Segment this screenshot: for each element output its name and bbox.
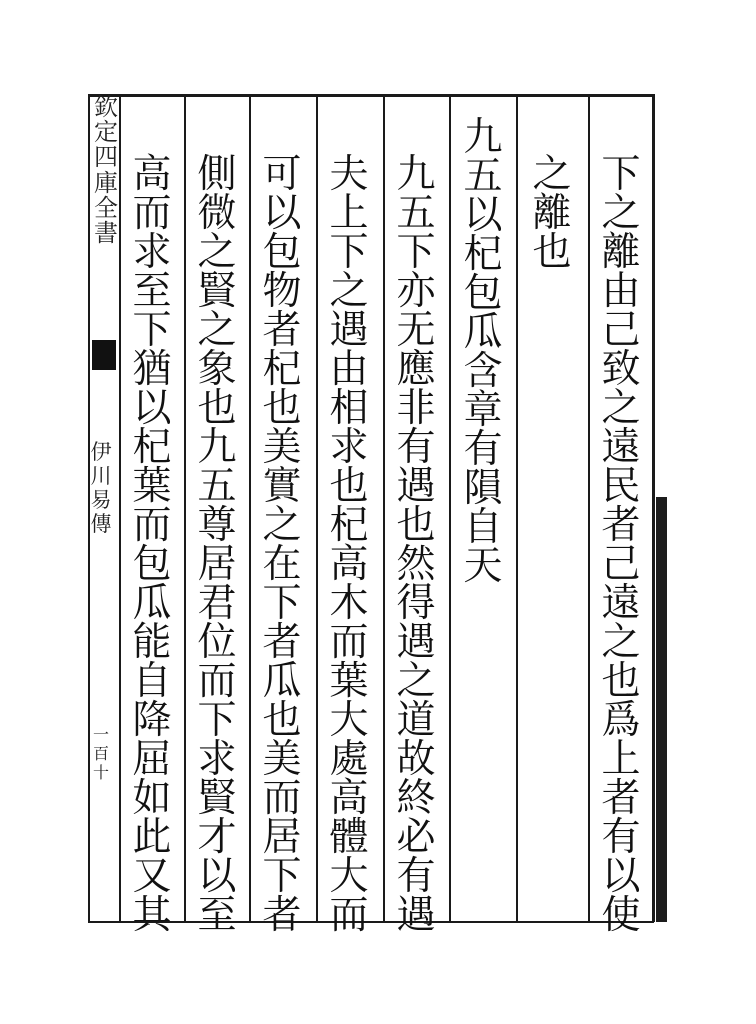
glyph: 有 [463, 427, 503, 472]
glyph: 如 [132, 776, 172, 821]
glyph: 木 [329, 581, 369, 626]
glyph: 此 [132, 815, 172, 860]
frame-right-rule [652, 94, 655, 922]
scan-shading [656, 497, 667, 922]
glyph: 高 [132, 152, 172, 197]
glyph: 九 [197, 425, 237, 470]
glyph: 伊 [90, 440, 112, 464]
glyph: 尊 [197, 503, 237, 548]
glyph: 者 [601, 776, 641, 821]
glyph: 位 [197, 620, 237, 665]
text-column-4 [390, 152, 442, 938]
glyph: 而 [329, 893, 369, 938]
glyph: 可 [262, 152, 302, 197]
glyph: 而 [132, 191, 172, 236]
glyph: 而 [262, 776, 302, 821]
glyph: 杞 [463, 232, 503, 277]
glyph: 自 [463, 505, 503, 550]
glyph: 處 [329, 737, 369, 782]
glyph: 大 [329, 698, 369, 743]
glyph: 章 [463, 388, 503, 433]
glyph: 其 [132, 893, 172, 938]
glyph: 者 [262, 308, 302, 353]
column-divider [184, 94, 186, 922]
glyph: 使 [601, 893, 641, 938]
glyph: 下 [262, 581, 302, 626]
glyph: 而 [132, 503, 172, 548]
text-column-1 [595, 152, 647, 938]
glyph: 求 [329, 425, 369, 470]
glyph: 瓜 [262, 659, 302, 704]
glyph: 賢 [197, 776, 237, 821]
glyph: 己 [601, 542, 641, 587]
glyph: 也 [329, 464, 369, 509]
column-divider [316, 94, 318, 922]
glyph: 无 [396, 308, 436, 353]
glyph: 離 [532, 191, 572, 236]
glyph: 欽 [94, 93, 118, 121]
glyph: 五 [197, 464, 237, 509]
glyph: 九 [396, 152, 436, 197]
glyph: 才 [197, 815, 237, 860]
glyph: 遇 [396, 620, 436, 665]
glyph: 九 [463, 115, 503, 160]
glyph: 葉 [329, 659, 369, 704]
glyph: 至 [132, 269, 172, 314]
glyph: 民 [601, 464, 641, 509]
glyph: 致 [601, 347, 641, 392]
text-column-8 [126, 152, 178, 938]
glyph: 下 [197, 698, 237, 743]
glyph: 四 [94, 143, 118, 172]
glyph: 者 [601, 503, 641, 548]
glyph: 也 [396, 503, 436, 548]
glyph: 杞 [262, 347, 302, 392]
glyph: 下 [396, 230, 436, 275]
glyph: 居 [197, 542, 237, 587]
glyph: 杞 [132, 425, 172, 470]
glyph: 高 [329, 542, 369, 587]
glyph: 天 [463, 544, 503, 589]
glyph: 降 [132, 698, 172, 743]
glyph: 者 [262, 893, 302, 938]
margin-title [92, 95, 120, 246]
glyph: 之 [262, 503, 302, 548]
glyph: 瓜 [463, 310, 503, 355]
glyph: 包 [132, 542, 172, 587]
frame-top-rule [88, 94, 654, 97]
glyph: 象 [197, 347, 237, 392]
glyph: 求 [132, 230, 172, 275]
glyph: 包 [463, 271, 503, 316]
glyph: 屈 [132, 737, 172, 782]
glyph: 大 [329, 854, 369, 899]
page-number: 一百十 [92, 725, 109, 783]
glyph: 也 [262, 698, 302, 743]
glyph: 隕 [463, 466, 503, 511]
glyph: 也 [262, 386, 302, 431]
glyph: 傳 [90, 512, 112, 537]
glyph: 故 [396, 737, 436, 782]
glyph: 上 [329, 191, 369, 236]
glyph: 終 [396, 776, 436, 821]
glyph: 川 [90, 464, 112, 489]
margin-book-name [88, 440, 114, 537]
glyph: 能 [132, 620, 172, 665]
glyph: 己 [601, 308, 641, 353]
glyph: 離 [601, 230, 641, 275]
text-column-6 [256, 152, 308, 938]
glyph: 者 [262, 620, 302, 665]
glyph: 定 [94, 118, 118, 147]
glyph: 由 [329, 347, 369, 392]
glyph: 應 [396, 347, 436, 392]
glyph: 側 [197, 152, 237, 197]
glyph: 得 [396, 581, 436, 626]
glyph: 遇 [329, 308, 369, 353]
glyph: 有 [601, 815, 641, 860]
glyph: 杞 [329, 503, 369, 548]
glyph: 之 [329, 269, 369, 314]
glyph: 以 [262, 191, 302, 236]
glyph: 又 [132, 854, 172, 899]
glyph: 遠 [601, 425, 641, 470]
glyph: 遠 [601, 581, 641, 626]
glyph: 而 [197, 659, 237, 704]
glyph: 下 [132, 308, 172, 353]
glyph: 之 [601, 191, 641, 236]
glyph: 遇 [396, 464, 436, 509]
glyph: 也 [197, 386, 237, 431]
text-column-3 [457, 115, 509, 589]
glyph: 下 [601, 152, 641, 197]
glyph: 下 [262, 854, 302, 899]
glyph: 賢 [197, 269, 237, 314]
text-column-2 [526, 152, 578, 275]
glyph: 美 [262, 737, 302, 782]
glyph: 必 [396, 815, 436, 860]
glyph: 猶 [132, 347, 172, 392]
glyph: 之 [197, 230, 237, 275]
glyph: 在 [262, 542, 302, 587]
glyph: 五 [463, 154, 503, 199]
glyph: 君 [197, 581, 237, 626]
glyph: 之 [601, 620, 641, 665]
glyph: 體 [329, 815, 369, 860]
glyph: 爲 [601, 698, 641, 743]
glyph: 庫 [94, 168, 118, 197]
glyph: 夫 [329, 152, 369, 197]
glyph: 包 [262, 230, 302, 275]
glyph: 美 [262, 425, 302, 470]
glyph: 含 [463, 349, 503, 394]
column-divider [588, 94, 590, 922]
glyph: 以 [197, 854, 237, 899]
glyph: 葉 [132, 464, 172, 509]
glyph: 之 [396, 659, 436, 704]
glyph: 求 [197, 737, 237, 782]
glyph: 相 [329, 386, 369, 431]
column-divider [249, 94, 251, 922]
glyph: 實 [262, 464, 302, 509]
glyph: 全 [94, 193, 118, 222]
glyph: 而 [329, 620, 369, 665]
glyph: 然 [396, 542, 436, 587]
glyph: 道 [396, 698, 436, 743]
glyph: 自 [132, 659, 172, 704]
glyph: 至 [197, 893, 237, 938]
glyph: 五 [396, 191, 436, 236]
column-divider [383, 94, 385, 922]
glyph: 以 [601, 854, 641, 899]
glyph: 有 [396, 425, 436, 470]
glyph: 物 [262, 269, 302, 314]
glyph: 也 [601, 659, 641, 704]
glyph: 高 [329, 776, 369, 821]
column-divider [516, 94, 518, 922]
glyph: 下 [329, 230, 369, 275]
glyph: 遇 [396, 893, 436, 938]
glyph: 易 [90, 488, 112, 513]
glyph: 居 [262, 815, 302, 860]
glyph: 也 [532, 230, 572, 275]
glyph: 非 [396, 386, 436, 431]
glyph: 亦 [396, 269, 436, 314]
column-divider [449, 94, 451, 922]
glyph: 微 [197, 191, 237, 236]
glyph: 書 [94, 218, 118, 247]
glyph: 瓜 [132, 581, 172, 626]
glyph: 以 [132, 386, 172, 431]
text-column-5 [323, 152, 375, 938]
glyph: 以 [463, 193, 503, 238]
fishtail-mark [92, 340, 116, 370]
glyph: 之 [601, 386, 641, 431]
glyph: 有 [396, 854, 436, 899]
text-column-7 [191, 152, 243, 938]
glyph: 上 [601, 737, 641, 782]
glyph: 之 [197, 308, 237, 353]
glyph: 之 [532, 152, 572, 197]
glyph: 由 [601, 269, 641, 314]
